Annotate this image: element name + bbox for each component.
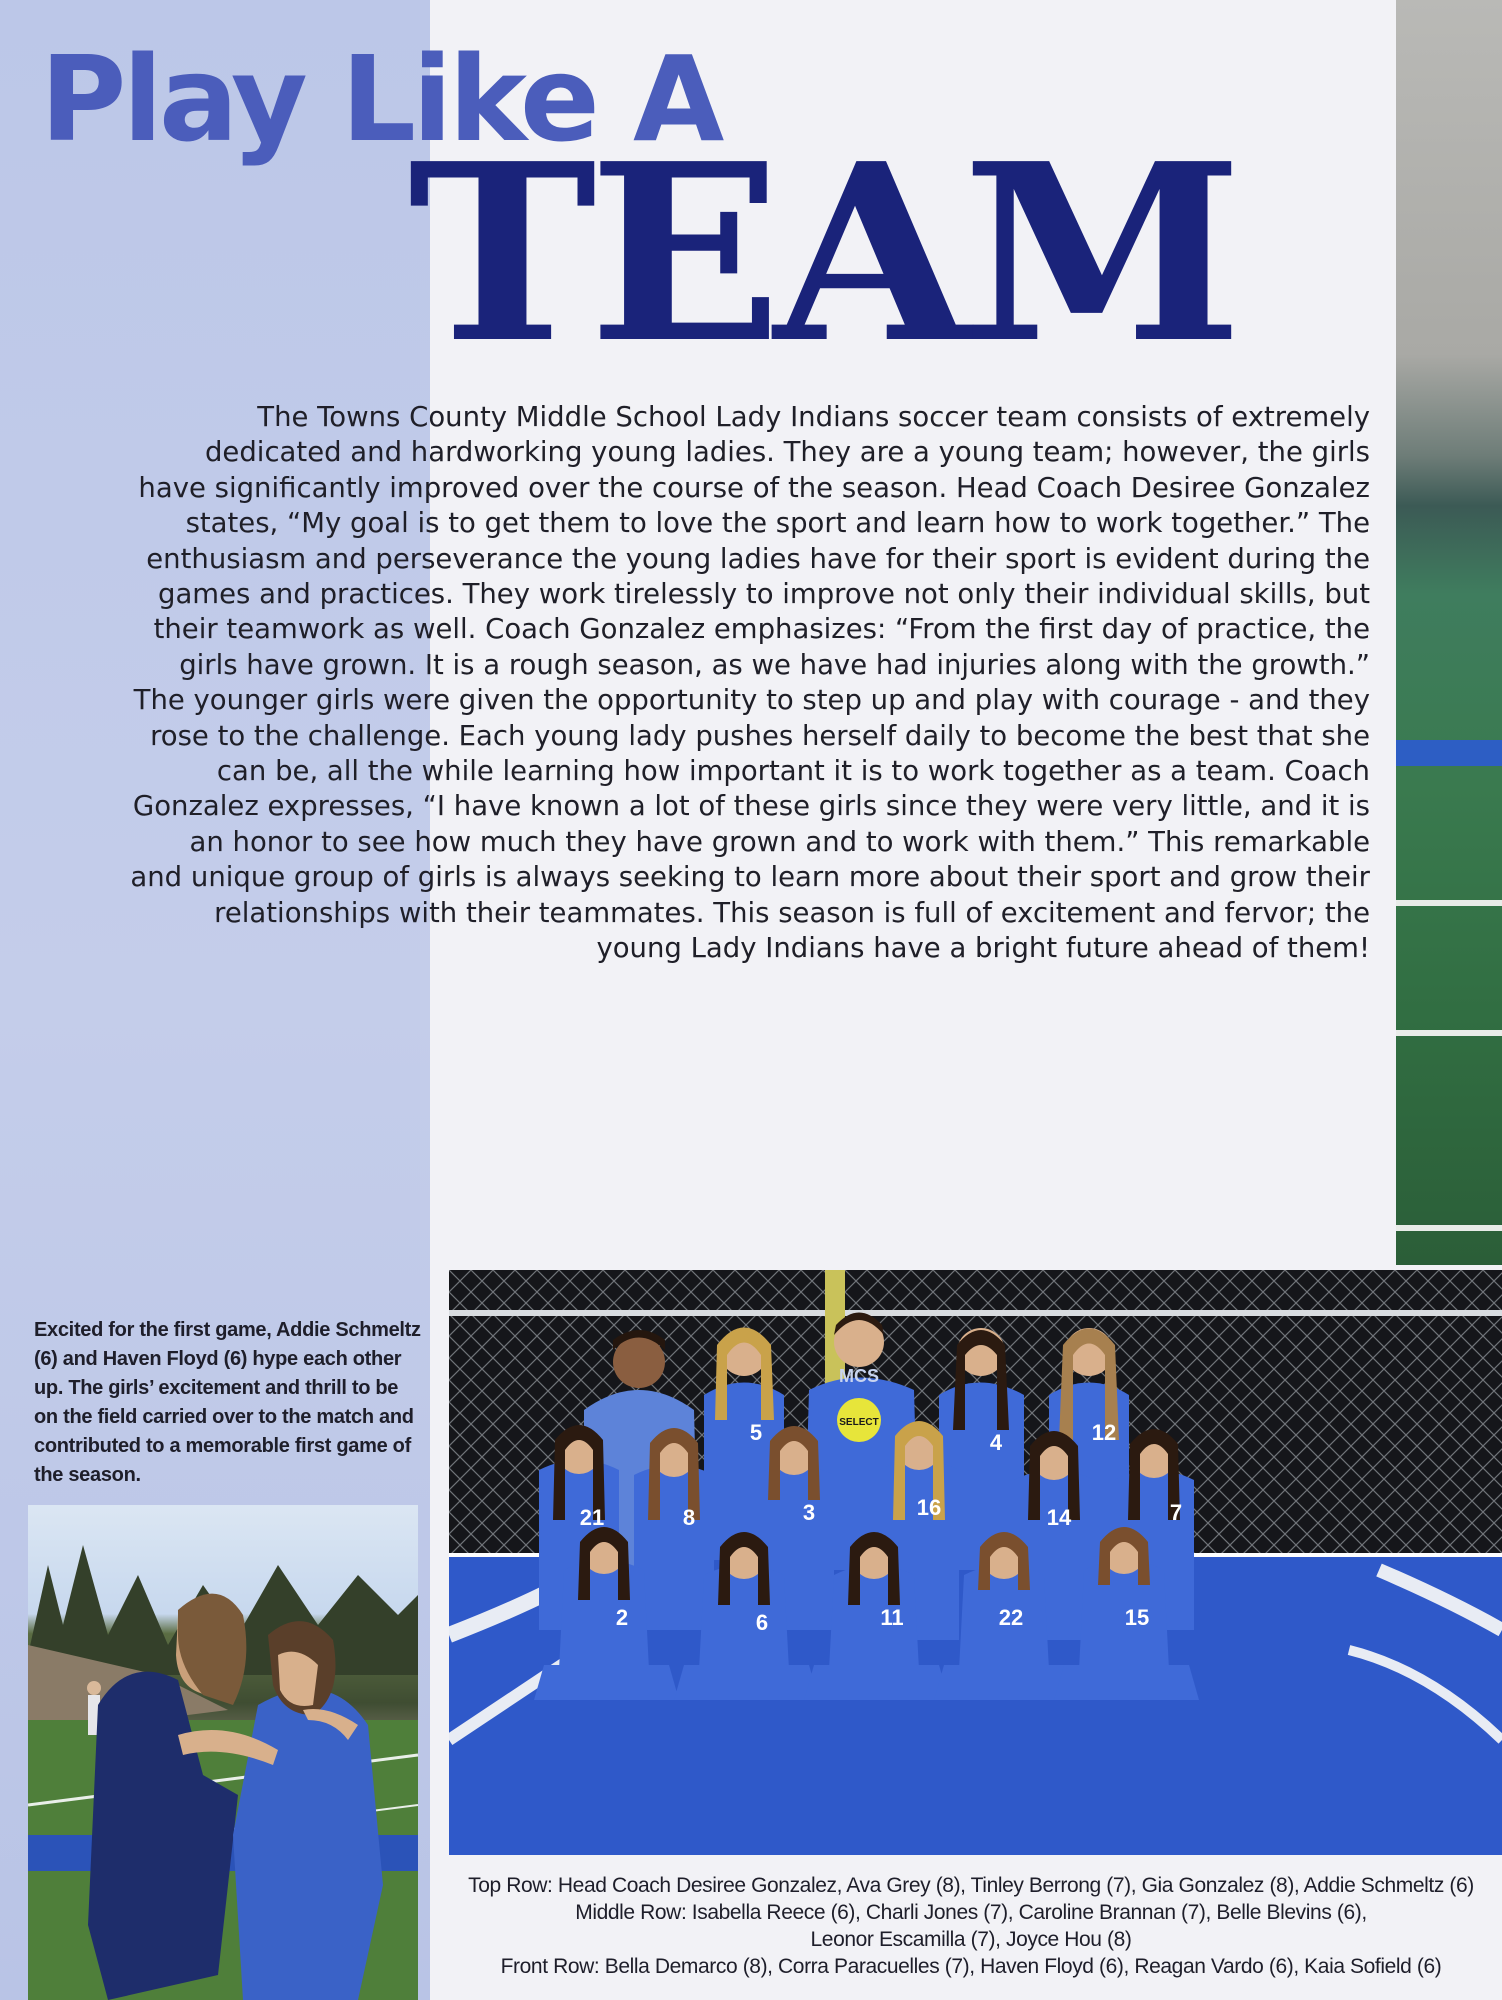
- side-photo-players-hug: [28, 1505, 418, 2000]
- jersey-number: 14: [1046, 1505, 1072, 1530]
- jersey-number: 3: [802, 1500, 816, 1525]
- side-photo-image: [28, 1505, 418, 2000]
- field-line: [1396, 900, 1502, 906]
- caption-top-row: Top Row: Head Coach Desiree Gonzalez, Ava Grey (8), Tinley Berrong (7), Gia Gonzalez (8), Addie Schmeltz (6): [468, 1874, 1474, 1897]
- ball-label: SELECT: [839, 1417, 879, 1428]
- jersey-number: 5: [749, 1420, 763, 1445]
- team-photo: [449, 1270, 1502, 1855]
- caption-middle-row-cont: Leonor Escamilla (7), Joyce Hou (8): [810, 1928, 1132, 1951]
- jersey-number: 12: [1091, 1420, 1117, 1445]
- jersey-number: 15: [1124, 1605, 1150, 1630]
- caption-middle-row: Middle Row: Isabella Reece (6), Charli Jones (7), Caroline Brannan (7), Belle Blevins (6),: [575, 1901, 1367, 1924]
- jersey-number: 6: [755, 1610, 769, 1635]
- field-line: [1396, 1225, 1502, 1231]
- side-photo-caption: Excited for the first game, Addie Schmeltz (6) and Haven Floyd (6) hype each other up. The girls’ excitement and thrill to be on the field carried over to the match and contributed to a memorable first game of the season.: [34, 1319, 421, 1486]
- caption-front-row: Front Row: Bella Demarco (8), Corra Paracuelles (7), Haven Floyd (6), Reagan Vardo (6), Kaia Sofield (6): [500, 1955, 1442, 1978]
- jersey-number: 8: [682, 1505, 696, 1530]
- jersey-number: 21: [579, 1505, 605, 1530]
- jersey-number: 4: [989, 1430, 1003, 1455]
- field-blue-edge: [1396, 740, 1502, 766]
- headline-play-like-a: Play Like A: [40, 30, 721, 168]
- article-body: The Towns County Middle School Lady Indians soccer team consists of extremely dedicated and hardworking young ladies. They are a young team; however, the girls have significantly improved over the course of the season. Head Coach Desiree Gonzalez states, “My goal is to get them to love the sport and learn how to work together.” The enthusiasm and perseverance the young ladies have for their sport is evident during the games and practices. They work tirelessly to improve not only their individual skills, but their teamwork as well. Coach Gonzalez emphasizes: “From the first day of practice, the girls have grown. It is a rough season, as we have had injuries along with the growth.” The younger girls were given the opportunity to step up and play with courage - and they rose to the challenge. Each young lady pushes herself daily to become the best that she can be, all the while learning how important it is to work together as a team. Coach Gonzalez expresses, “I have known a lot of these girls since they were very little, and it is an honor to see how much they have grown and to work with them.” This remarkable and unique group of girls is always seeking to learn more about their sport and grow their relationships with their teammates. This season is full of excitement and fervor; the young Lady Indians have a bright future ahead of them!: [130, 401, 1370, 965]
- jersey-number: 7: [1169, 1500, 1183, 1525]
- jersey-number: 16: [916, 1495, 942, 1520]
- jersey-number: 2: [615, 1605, 629, 1630]
- team-photo-caption: [440, 1872, 1502, 1980]
- team-photo-image: [449, 1270, 1502, 1855]
- jersey-number: 11: [880, 1605, 904, 1630]
- field-line: [1396, 1030, 1502, 1036]
- goalkeeper-shirt-text: MCS: [839, 1366, 879, 1386]
- field-photo-strip: [1396, 0, 1502, 1265]
- jersey-number: 22: [998, 1605, 1024, 1630]
- headline-team: TEAM: [408, 110, 1235, 397]
